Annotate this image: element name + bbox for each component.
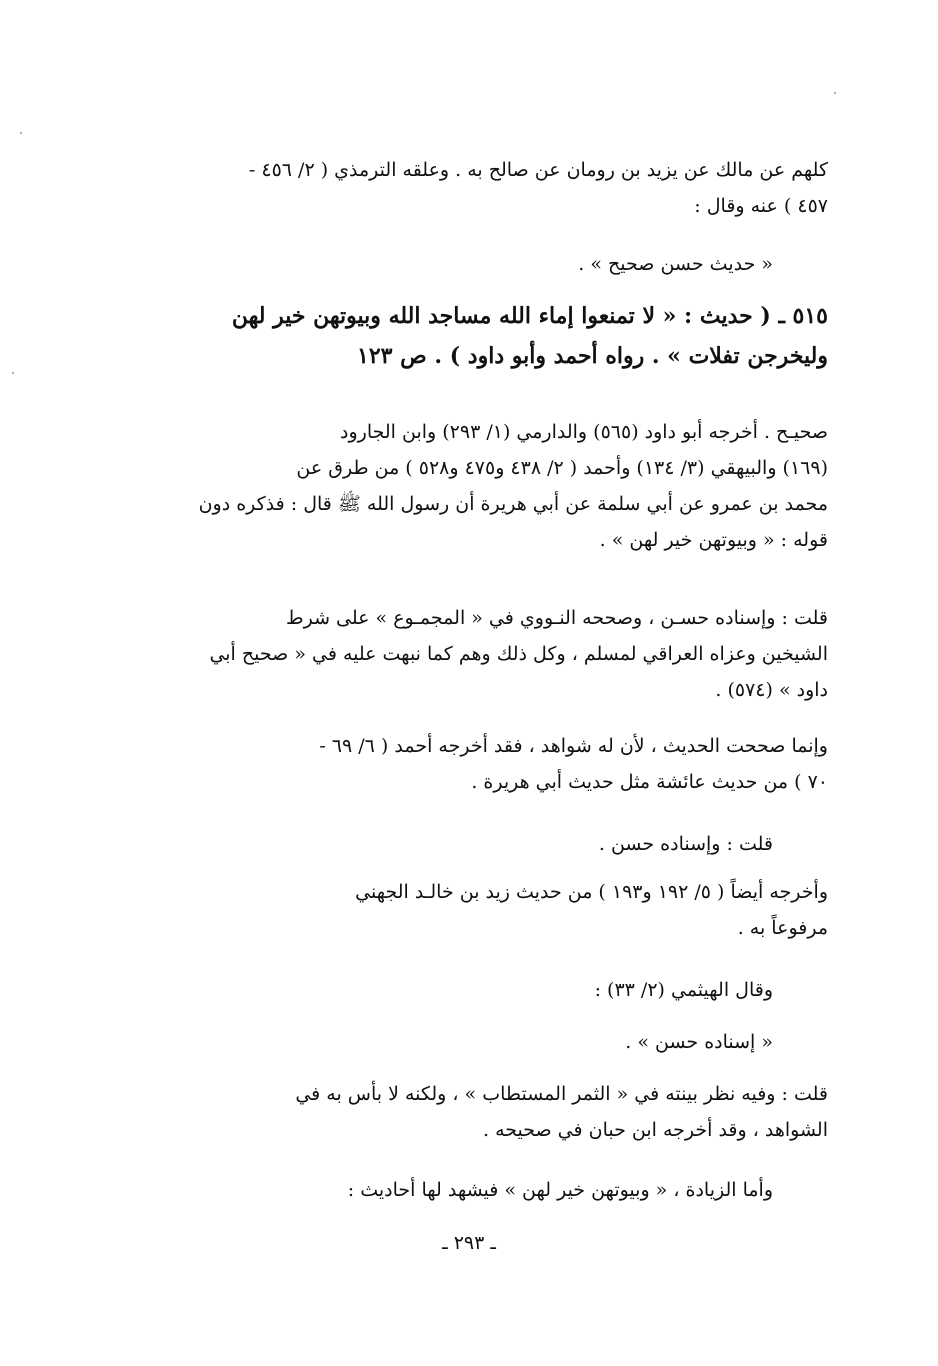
- text-line: ٥١٥ ـ ( حديث : « لا تمنعوا إماء الله مساجد الله وبيوتهن خير لهن: [231, 303, 828, 329]
- text-line: كلهم عن مالك عن يزيد بن رومان عن صالح به . وعلقه الترمذي ( ٢/ ٤٥٦ -: [248, 159, 828, 181]
- text-line: قوله : « وبيوتهن خير لهن » .: [599, 529, 828, 551]
- text-line: ٤٥٧ ) عنه وقال :: [694, 195, 828, 217]
- text-line: وأخرجه أيضاً ( ٥/ ١٩٢ و١٩٣ ) من حديث زيد بن خالـد الجهني: [355, 881, 828, 903]
- comment-paragraph: [348, 1172, 773, 1208]
- text-line: « حديث حسن صحيح » .: [578, 253, 773, 275]
- text-line: « إسناده حسن » .: [625, 1031, 773, 1053]
- text-line: وأما الزيادة ، « وبيوتهن خير لهن » فيشهد لها أحاديث :: [347, 1179, 773, 1201]
- scan-speck: [12, 372, 14, 374]
- scan-speck: [834, 92, 836, 94]
- text-line: صحيـح . أخرجه أبو داود (٥٦٥) والدارمي (١/ ٢٩٣) وابن الجارود: [340, 421, 828, 443]
- text-line: الشواهد ، وقد أخرجه ابن حبان في صحيحه .: [482, 1119, 828, 1141]
- comment-paragraph: [319, 728, 828, 800]
- text-line: وقال الهيثمي (٢/ ٣٣) :: [594, 979, 773, 1001]
- scan-speck: [20, 132, 22, 134]
- text-line: قلت : وإسناده حسـن ، وصححه النـووي في « المجمـوع » على شرط: [286, 607, 828, 629]
- page-number: ـ ٢٩٣ ـ: [442, 1232, 496, 1254]
- intro-quote: [578, 246, 773, 282]
- text-line: وإنما صححت الحديث ، لأن له شواهد ، فقد أخرجه أحمد ( ٦/ ٦٩ -: [319, 735, 828, 757]
- citation-line: [595, 972, 773, 1008]
- text-line: قلت : وفيه نظر بينته في « الثمر المستطاب » ، ولكنه لا بأس به في: [295, 1083, 828, 1105]
- text-line: مرفوعاً به .: [737, 917, 828, 939]
- text-line: وليخرجن تفلات » . رواه أحمد وأبو داود ) . ص ١٢٣: [357, 343, 828, 369]
- comment-paragraph: [355, 874, 828, 946]
- text-line: محمد بن عمرو عن أبي سلمة عن أبي هريرة أن رسول الله ﷺ قال : فذكره دون: [198, 493, 828, 515]
- intro-paragraph: [249, 152, 828, 224]
- text-line: الشيخين وعزاه العراقي لمسلم ، وكل ذلك وهم كما نبهت عليه في « صحيح أبي: [209, 643, 828, 665]
- comment-paragraph: [295, 1076, 828, 1148]
- text-line: (١٦٩) والبيهقي (٣/ ١٣٤) وأحمد ( ٢/ ٤٣٨ و٤٧٥ و٥٢٨ ) من طرق عن: [296, 457, 828, 479]
- text-line: داود » (٥٧٤) .: [715, 679, 828, 701]
- takhrij-paragraph: [199, 414, 828, 558]
- text-line: قلت : وإسناده حسن .: [598, 833, 773, 855]
- comment-paragraph: [209, 600, 828, 708]
- citation-quote: [625, 1024, 773, 1060]
- hadith-heading: [232, 296, 828, 376]
- text-line: ٧٠ ) من حديث عائشة مثل حديث أبي هريرة .: [471, 771, 828, 793]
- comment-paragraph: [599, 826, 773, 862]
